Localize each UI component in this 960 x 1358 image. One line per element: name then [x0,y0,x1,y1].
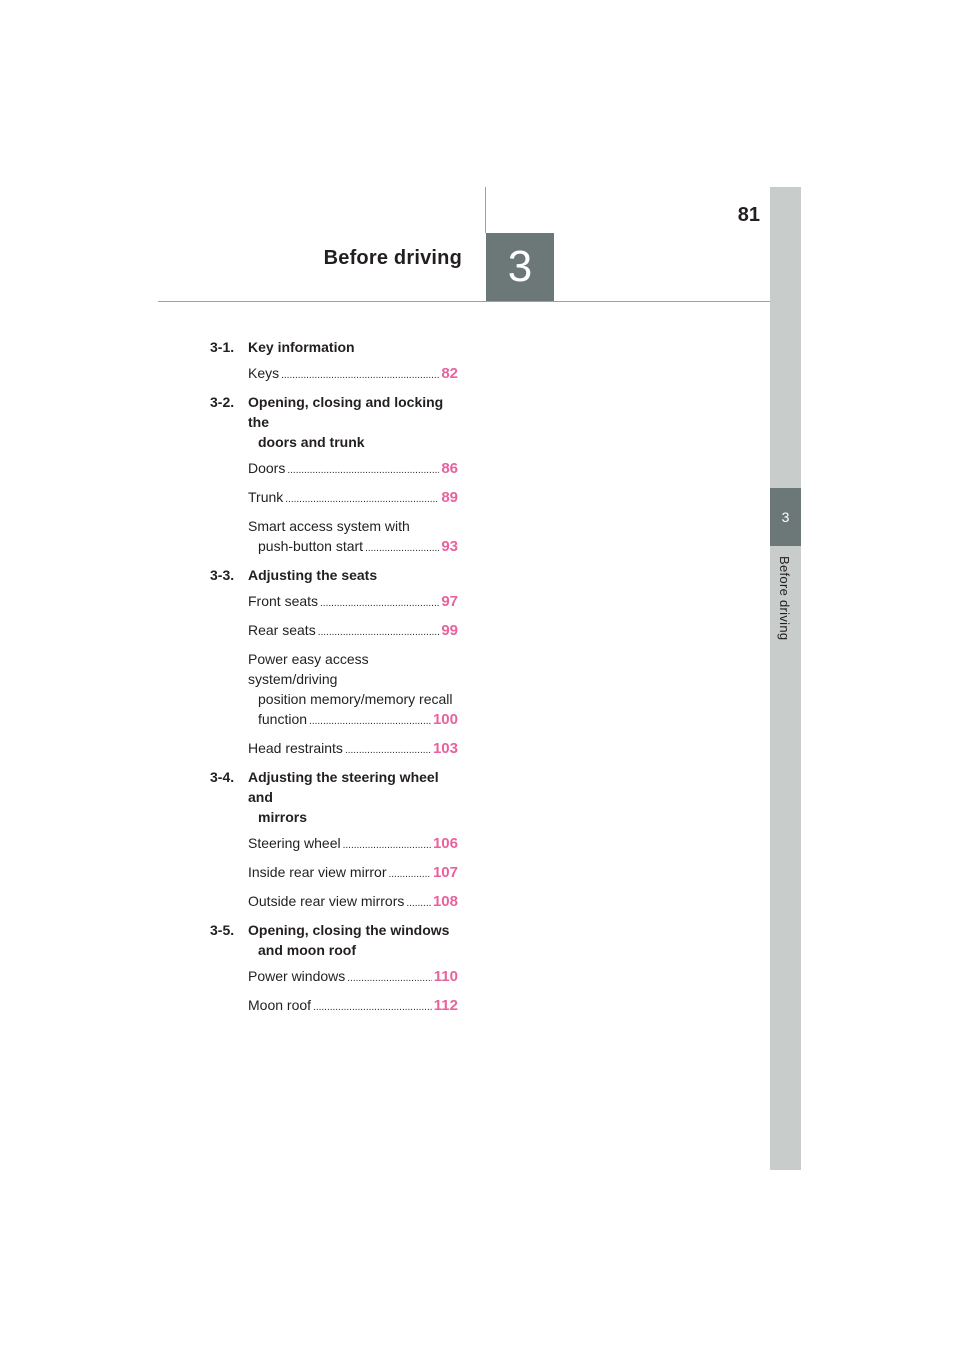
dot-leader [406,894,431,914]
toc-entry-head-restraints[interactable] [248,738,458,761]
toc-section-3-2 [210,392,458,559]
page-link[interactable]: 82 [441,365,458,382]
entry-label-line: Power easy access system/driving [248,651,369,687]
page-link[interactable]: 110 [433,968,458,985]
toc-entry-trunk[interactable] [248,487,458,510]
section-heading [210,920,458,960]
entry-label: Outside rear view mirrors [248,893,405,909]
toc-entry-smart-access[interactable] [248,516,458,559]
side-tab-chapter[interactable]: 3 [770,488,801,546]
dot-leader [345,741,431,761]
page-link[interactable]: 97 [441,593,458,610]
toc-section-3-4 [210,767,458,914]
page-link[interactable]: 108 [432,893,458,910]
toc-entry-power-easy-access[interactable] [248,649,458,732]
header-divider-vertical [485,187,486,233]
entry-label: Steering wheel [248,835,341,851]
section-title: Adjusting the seats [248,567,378,583]
entry-label-line: Smart access system with [248,518,410,534]
toc-entry-outside-mirrors[interactable] [248,891,458,914]
page-link[interactable]: 112 [433,997,458,1014]
page-link[interactable]: 107 [432,864,458,881]
toc-entry-inside-mirror[interactable] [248,862,458,885]
toc-entry-moon-roof[interactable] [248,995,458,1018]
section-title-line: mirrors [258,809,308,825]
section-heading [210,565,458,585]
section-title: Key information [248,339,355,355]
side-tab-label: Before driving [777,556,792,641]
entry-label: Rear seats [248,622,316,638]
header-divider [158,301,770,302]
toc-entry-doors[interactable] [248,458,458,481]
section-title-line: Adjusting the steering wheel and [248,769,439,805]
toc-section-3-3 [210,565,458,761]
entry-label: Keys [248,365,280,381]
section-title-line: Opening, closing and locking the [248,394,444,430]
chapter-number-box: 3 [486,233,554,301]
page-link[interactable]: 89 [441,489,458,506]
toc-entry-steering-wheel[interactable] [248,833,458,856]
toc-section-3-5 [210,920,458,1018]
section-title-line: doors and trunk [258,434,365,450]
page-number: 81 [737,204,760,226]
toc-entry-power-windows[interactable] [248,966,458,989]
section-title [248,392,458,452]
section-heading [210,392,458,452]
section-number: 3-5. [210,922,235,938]
dot-leader [287,461,439,481]
dot-leader [318,623,440,643]
side-strip [770,187,801,1170]
toc-entry-front-seats[interactable] [248,591,458,614]
section-number: 3-1. [210,339,235,355]
entry-label: Trunk [248,489,284,505]
page-link[interactable]: 93 [441,538,458,555]
section-heading [210,767,458,827]
section-number: 3-3. [210,567,235,583]
dot-leader [309,712,431,732]
page-link[interactable]: 106 [432,835,458,852]
section-title-line: Opening, closing the windows [248,922,450,938]
page-link[interactable]: 86 [441,460,458,477]
section-title-line: and moon roof [258,942,356,958]
section-number: 3-4. [210,769,235,785]
entry-label: Moon roof [248,997,312,1013]
toc-section-3-1 [210,337,458,386]
entry-label: Front seats [248,593,319,609]
dot-leader [343,836,431,856]
toc-entry-keys[interactable] [248,363,458,386]
dot-leader [365,539,439,559]
entry-label-line: position memory/memory recall [258,691,453,707]
dot-leader [281,366,439,386]
section-heading [210,337,458,357]
section-number: 3-2. [210,394,235,410]
section-title [248,920,458,960]
dot-leader [320,594,439,614]
entry-label: Inside rear view mirror [248,864,387,880]
entry-label-line: function [258,711,308,727]
dot-leader [388,865,430,885]
page-link[interactable]: 103 [432,740,458,757]
dot-leader [285,490,439,510]
table-of-contents [210,337,458,1024]
toc-entry-rear-seats[interactable] [248,620,458,643]
dot-leader [347,969,432,989]
entry-label: Doors [248,460,286,476]
entry-label: Head restraints [248,740,343,756]
dot-leader [313,998,432,1018]
chapter-title: Before driving [323,247,462,269]
entry-label-line: push-button start [258,538,364,554]
entry-label: Power windows [248,968,346,984]
page-link[interactable]: 99 [441,622,458,639]
page-link[interactable]: 100 [432,711,458,728]
section-title [248,767,458,827]
